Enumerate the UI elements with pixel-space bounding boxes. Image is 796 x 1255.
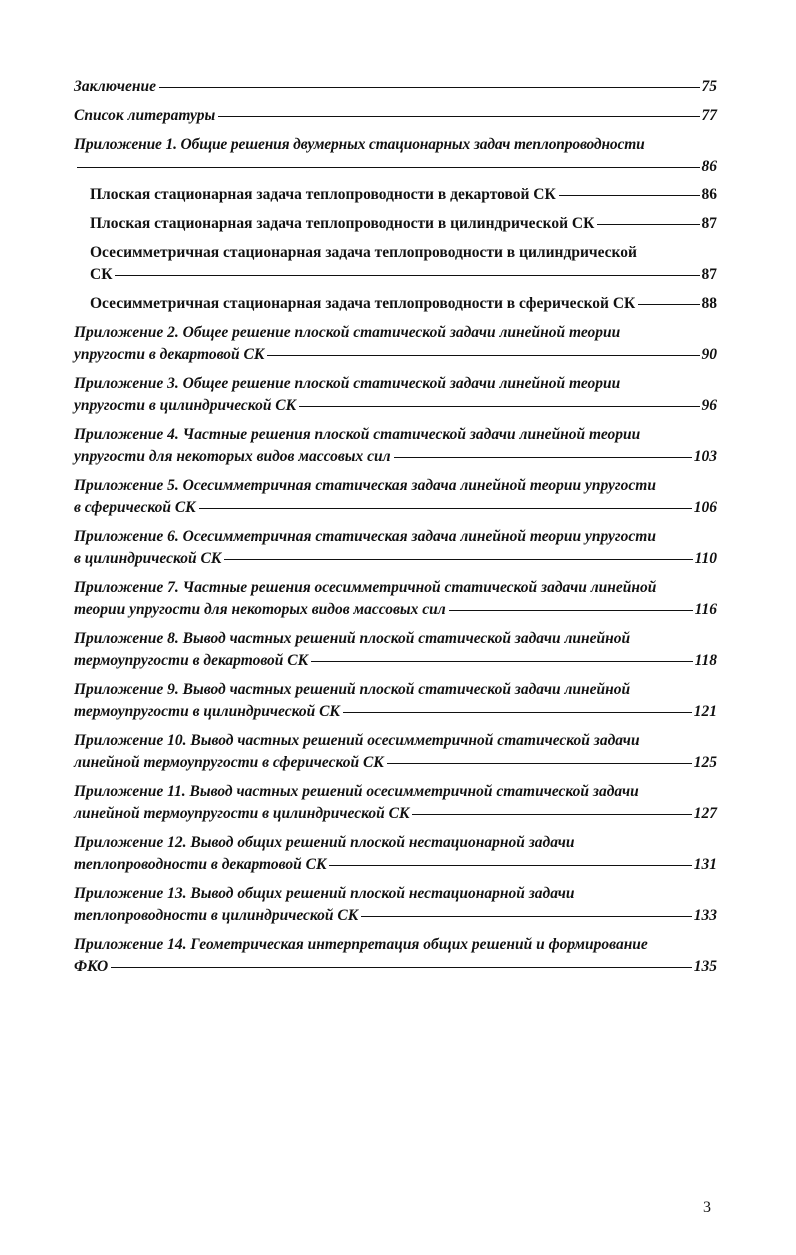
toc-page-number: 131 (693, 856, 717, 873)
toc-entry-title: теории упругости для некоторых видов массовых сил (74, 601, 446, 618)
toc-entry-line (90, 293, 717, 315)
toc-leader-line (449, 610, 693, 611)
toc-entry-title-line: Осесимметричная стационарная задача теплопроводности в цилиндрической (90, 244, 637, 261)
toc-entry-title-line: Приложение 8. Вывод частных решений плоской статической задачи линейной (74, 630, 631, 647)
toc-leader-line (159, 87, 700, 88)
toc-entry-title-line: Приложение 7. Частные решения осесимметричной статической задачи линейной (74, 579, 657, 596)
toc-entry[interactable] (74, 76, 717, 98)
toc-entry-title-line: Приложение 5. Осесимметричная статическая задача линейной теории упругости (74, 477, 656, 494)
toc-leader-line (224, 559, 692, 560)
toc-entry-title: упругости в цилиндрической СК (74, 397, 297, 414)
toc-entry-title: в сферической СК (74, 499, 196, 516)
toc-page-number: 86 (701, 186, 717, 203)
toc-entry-title: теплопроводности в декартовой СК (74, 856, 327, 873)
toc-entry-title: термоупругости в цилиндрической СК (74, 703, 340, 720)
toc-entry-line (74, 344, 717, 366)
toc-entry-line (74, 395, 717, 417)
toc-entry-title: ФКО (74, 958, 109, 975)
toc-entry[interactable] (74, 781, 717, 825)
toc-page-number: 110 (694, 550, 717, 567)
toc-entry[interactable] (74, 832, 717, 876)
toc-page-number: 127 (693, 805, 717, 822)
toc-entry-title: упругости в декартовой СК (74, 346, 265, 363)
toc-entry-title-line: Приложение 11. Вывод частных решений осесимметричной статической задачи (74, 783, 639, 800)
toc-entry-title-line: Приложение 9. Вывод частных решений плоской статической задачи линейной (74, 681, 631, 698)
toc-entry-title-line: Приложение 12. Вывод общих решений плоской нестационарной задачи (74, 834, 575, 851)
toc-entry-title: термоупругости в декартовой СК (74, 652, 309, 669)
toc-entry-line (74, 803, 717, 825)
toc-page-number: 135 (693, 958, 717, 975)
toc-entry-line (74, 497, 717, 519)
toc-leader-line (387, 763, 692, 764)
toc-entry-title: теплопроводности в цилиндрической СК (74, 907, 359, 924)
toc-subentry[interactable] (90, 293, 717, 315)
toc-entry-line (90, 213, 717, 235)
toc-leader-line (638, 304, 699, 305)
toc-entry-line (74, 650, 717, 672)
toc-page-number: 87 (701, 266, 717, 283)
toc-leader-line (343, 712, 692, 713)
toc-page-number: 103 (693, 448, 717, 465)
toc-entry[interactable] (74, 373, 717, 417)
toc-page-number: 88 (701, 295, 717, 312)
table-of-contents (74, 76, 717, 985)
toc-entry-title: упругости для некоторых видов массовых сил (74, 448, 391, 465)
toc-entry-line (74, 905, 717, 927)
page-number: 3 (703, 1199, 711, 1216)
toc-page-number: 86 (701, 158, 717, 175)
toc-entry[interactable] (74, 322, 717, 366)
toc-subentry[interactable] (90, 184, 717, 206)
toc-page-number: 125 (693, 754, 717, 771)
toc-entry-title: Заключение (74, 78, 156, 95)
toc-entry-title: линейной термоупругости в цилиндрической СК (74, 805, 410, 822)
toc-entry-line (74, 752, 717, 774)
toc-entry[interactable] (74, 577, 717, 621)
toc-page-number: 118 (694, 652, 717, 669)
toc-leader-line (329, 865, 691, 866)
toc-entry-line (74, 956, 717, 978)
toc-entry[interactable] (74, 730, 717, 774)
toc-page-number: 77 (701, 107, 717, 124)
toc-entry-line (74, 599, 717, 621)
toc-page-number: 116 (694, 601, 717, 618)
toc-page-number: 106 (693, 499, 717, 516)
toc-leader-line (412, 814, 691, 815)
toc-entry-title-line: Приложение 13. Вывод общих решений плоской нестационарной задачи (74, 885, 575, 902)
toc-leader-line (115, 275, 699, 276)
toc-entry-line (90, 184, 717, 206)
toc-leader-line (267, 355, 699, 356)
toc-entry[interactable] (74, 934, 717, 978)
toc-page-number: 75 (701, 78, 717, 95)
toc-entry-title-line: Приложение 4. Частные решения плоской статической задачи линейной теории (74, 426, 641, 443)
toc-leader-line (311, 661, 692, 662)
toc-page-number: 90 (701, 346, 717, 363)
toc-leader-line (111, 967, 692, 968)
toc-entry[interactable] (74, 883, 717, 927)
toc-entry-title-line: Приложение 3. Общее решение плоской статической задачи линейной теории (74, 375, 621, 392)
toc-leader-line (299, 406, 699, 407)
toc-entry[interactable] (74, 628, 717, 672)
toc-entry-line (74, 76, 717, 98)
toc-leader-line (394, 457, 692, 458)
toc-leader-line (199, 508, 692, 509)
toc-page-number: 96 (701, 397, 717, 414)
toc-entry-line (74, 701, 717, 723)
toc-leader-line (597, 224, 699, 225)
toc-entry-title: линейной термоупругости в сферической СК (74, 754, 384, 771)
toc-entry-line (74, 156, 717, 178)
toc-leader-line (559, 195, 700, 196)
toc-entry-line (74, 446, 717, 468)
toc-entry-title: Список литературы (74, 107, 216, 124)
toc-entry-title-line: Приложение 14. Геометрическая интерпретация общих решений и формирование (74, 936, 648, 953)
toc-entry[interactable] (74, 134, 717, 178)
toc-page-number: 87 (701, 215, 717, 232)
toc-entry-line (74, 854, 717, 876)
toc-entry-line (74, 105, 717, 127)
toc-entry[interactable] (74, 526, 717, 570)
toc-leader-line (218, 116, 699, 117)
toc-entry-title-line: Приложение 2. Общее решение плоской статической задачи линейной теории (74, 324, 621, 341)
toc-page-number: 133 (693, 907, 717, 924)
toc-entry-title-line: Приложение 1. Общие решения двумерных стационарных задач теплопроводности (74, 136, 645, 153)
toc-entry[interactable] (74, 679, 717, 723)
toc-entry[interactable] (74, 424, 717, 468)
toc-page-number: 121 (693, 703, 717, 720)
toc-entry-title: в цилиндрической СК (74, 550, 222, 567)
toc-entry[interactable] (74, 475, 717, 519)
toc-subentry[interactable] (90, 242, 717, 286)
toc-entry-title: Плоская стационарная задача теплопроводности в цилиндрической СК (90, 215, 595, 232)
toc-leader-line (361, 916, 691, 917)
toc-entry[interactable] (74, 105, 717, 127)
toc-leader-line (77, 167, 700, 168)
toc-entry-line (74, 548, 717, 570)
toc-entry-title-line: Приложение 6. Осесимметричная статическая задача линейной теории упругости (74, 528, 656, 545)
toc-entry-title-line: Приложение 10. Вывод частных решений осесимметричной статической задачи (74, 732, 640, 749)
toc-entry-title: СК (90, 266, 113, 283)
toc-entry-line (90, 264, 717, 286)
toc-entry-title: Осесимметричная стационарная задача теплопроводности в сферической СК (90, 295, 636, 312)
toc-subentry[interactable] (90, 213, 717, 235)
toc-entry-title: Плоская стационарная задача теплопроводности в декартовой СК (90, 186, 556, 203)
